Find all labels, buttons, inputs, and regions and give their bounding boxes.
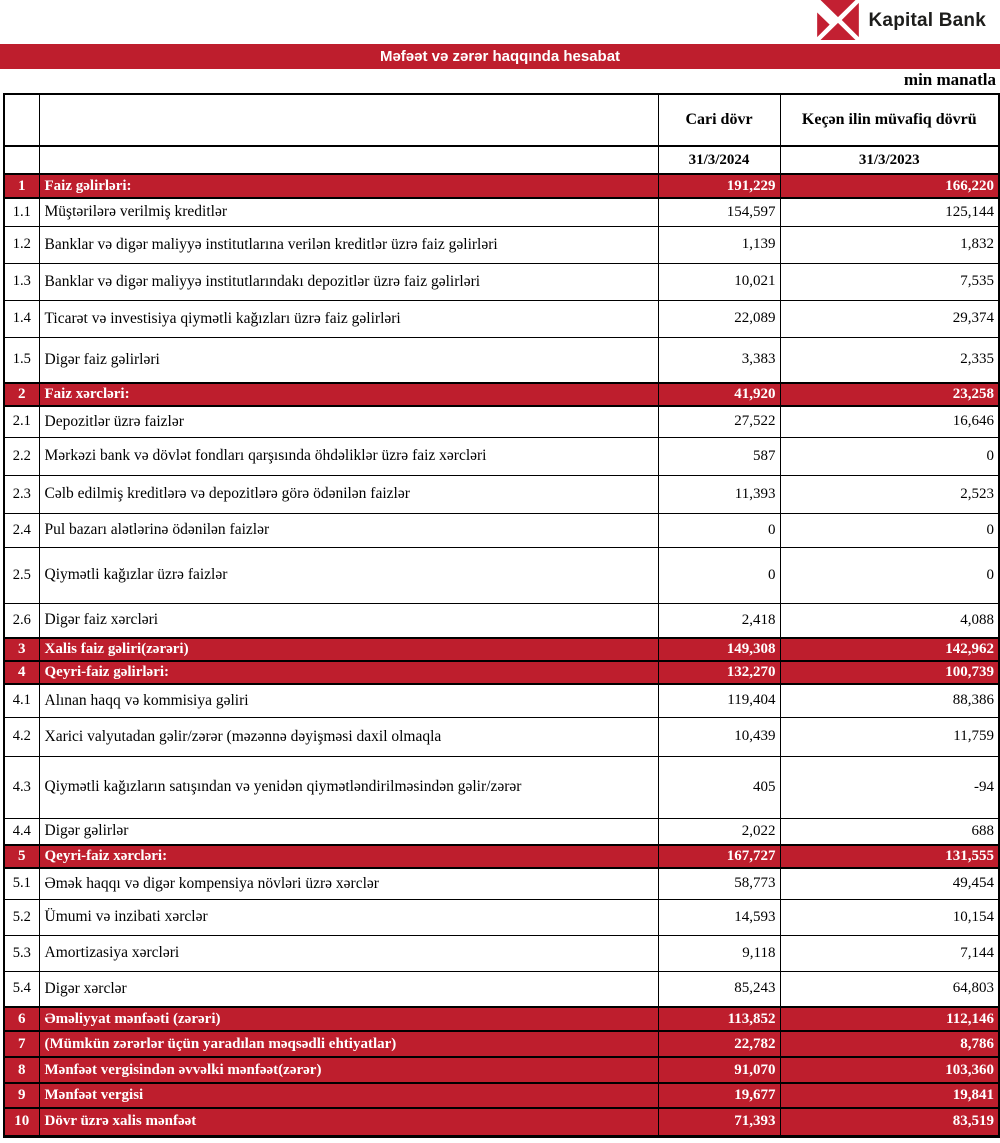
table-row [4,971,999,1007]
row-value-current: 58,773 [658,868,780,899]
row-value-previous: 19,841 [780,1083,999,1108]
row-label: Mənfəət vergisindən əvvəlki mənfəət(zərər) [39,1057,658,1083]
col-header-previous: Keçən ilin müvafiq dövrü [780,94,999,146]
table-row [4,603,999,638]
row-number: 1.5 [4,337,39,383]
row-value-current: 9,118 [658,935,780,971]
row-value-current: 1,139 [658,226,780,263]
row-value-previous: 0 [780,547,999,603]
table-row [4,337,999,383]
row-label: Pul bazarı alətlərinə ödənilən faizlər [39,513,658,547]
row-label: Digər faiz xərcləri [39,603,658,638]
table-row [4,406,999,437]
row-label: Digər gəlirlər [39,818,658,845]
row-value-previous: 166,220 [780,174,999,198]
row-number: 10 [4,1108,39,1136]
row-value-previous: 10,154 [780,899,999,935]
bank-logo-icon [817,0,859,40]
row-number: 4.4 [4,818,39,845]
row-label: (Mümkün zərərlər üçün yaradılan məqsədli ehtiyatlar) [39,1031,658,1057]
row-label: Banklar və digər maliyyə institutlarındakı depozitlər üzrə faiz gəlirləri [39,263,658,300]
row-value-previous: 64,803 [780,971,999,1007]
table-row [4,300,999,337]
table-row [4,868,999,899]
row-value-previous: 131,555 [780,845,999,868]
header-empty-no [4,94,39,146]
row-number: 4 [4,661,39,684]
table-row [4,756,999,818]
profit-loss-table [3,93,1000,1138]
table-row [4,263,999,300]
row-label: Əmək haqqı və digər kompensiya növləri üzrə xərclər [39,868,658,899]
row-label: Mənfəət vergisi [39,1083,658,1108]
bank-logo [817,0,987,42]
table-row [4,661,999,684]
row-value-current: 14,593 [658,899,780,935]
row-value-previous: -94 [780,756,999,818]
date-header-row [4,146,999,174]
table-row [4,1031,999,1057]
table-row [4,1108,999,1136]
col-header-current: Cari dövr [658,94,780,146]
row-number: 1.3 [4,263,39,300]
table-row [4,818,999,845]
report-title: Məfəət və zərər haqqında hesabat [379,48,621,65]
row-number: 2.6 [4,603,39,638]
row-number: 5.4 [4,971,39,1007]
table-row [4,475,999,513]
row-value-current: 119,404 [658,684,780,717]
row-value-previous: 4,088 [780,603,999,638]
row-label: Faiz gəlirləri: [39,174,658,198]
row-value-current: 27,522 [658,406,780,437]
row-number: 2 [4,383,39,406]
row-label: Amortizasiya xərcləri [39,935,658,971]
table-row [4,717,999,756]
date-header-current: 31/3/2024 [658,146,780,174]
row-value-current: 10,439 [658,717,780,756]
table-row [4,383,999,406]
row-number: 9 [4,1083,39,1108]
row-label: Digər xərclər [39,971,658,1007]
row-number: 2.3 [4,475,39,513]
table-row [4,1083,999,1108]
row-label: Dövr üzrə xalis mənfəət [39,1108,658,1136]
row-value-current: 149,308 [658,638,780,661]
table-row [4,226,999,263]
row-number: 1 [4,174,39,198]
row-label: Digər faiz gəlirləri [39,337,658,383]
row-value-previous: 125,144 [780,198,999,226]
row-number: 3 [4,638,39,661]
row-value-previous: 103,360 [780,1057,999,1083]
row-label: Müştərilərə verilmiş kreditlər [39,198,658,226]
row-label: Qiymətli kağızların satışından və yenidən qiymətləndirilməsindən gəlir/zərər [39,756,658,818]
row-number: 1.1 [4,198,39,226]
row-value-previous: 11,759 [780,717,999,756]
bank-name: Kapital Bank [868,10,986,31]
table-row [4,638,999,661]
row-value-current: 11,393 [658,475,780,513]
row-number: 1.2 [4,226,39,263]
row-number: 4.3 [4,756,39,818]
date-empty-label [39,146,658,174]
row-value-previous: 0 [780,513,999,547]
row-value-previous: 7,144 [780,935,999,971]
table-body [4,174,999,1136]
row-number: 2.4 [4,513,39,547]
row-value-previous: 23,258 [780,383,999,406]
row-label: Mərkəzi bank və dövlət fondları qarşısında öhdəliklər üzrə faiz xərcləri [39,437,658,475]
row-value-previous: 2,335 [780,337,999,383]
unit-note: min manatla [903,70,996,89]
row-value-current: 405 [658,756,780,818]
row-label: Cəlb edilmiş kreditlərə və depozitlərə görə ödənilən faizlər [39,475,658,513]
table-row [4,684,999,717]
table-row [4,174,999,198]
row-value-current: 2,022 [658,818,780,845]
report-title-bar [0,44,1000,69]
row-value-previous: 100,739 [780,661,999,684]
row-number: 5.3 [4,935,39,971]
row-value-current: 3,383 [658,337,780,383]
date-header-previous: 31/3/2023 [780,146,999,174]
row-number: 5.2 [4,899,39,935]
row-label: Qeyri-faiz gəlirləri: [39,661,658,684]
row-label: Alınan haqq və kommisiya gəliri [39,684,658,717]
row-value-current: 41,920 [658,383,780,406]
row-value-current: 22,782 [658,1031,780,1057]
date-empty-no [4,146,39,174]
row-number: 5 [4,845,39,868]
table-row [4,845,999,868]
row-label: Faiz xərcləri: [39,383,658,406]
row-value-previous: 1,832 [780,226,999,263]
row-value-current: 0 [658,513,780,547]
row-number: 1.4 [4,300,39,337]
table-row [4,437,999,475]
row-value-previous: 16,646 [780,406,999,437]
row-value-current: 71,393 [658,1108,780,1136]
row-value-previous: 142,962 [780,638,999,661]
table-row [4,198,999,226]
row-number: 8 [4,1057,39,1083]
row-value-current: 10,021 [658,263,780,300]
row-number: 4.1 [4,684,39,717]
row-number: 7 [4,1031,39,1057]
row-number: 4.2 [4,717,39,756]
row-number: 2.2 [4,437,39,475]
row-label: Xalis faiz gəliri(zərəri) [39,638,658,661]
row-value-previous: 112,146 [780,1007,999,1031]
row-value-previous: 29,374 [780,300,999,337]
row-label: Banklar və digər maliyyə institutlarına verilən kreditlər üzrə faiz gəlirləri [39,226,658,263]
row-label: Əməliyyat mənfəəti (zərəri) [39,1007,658,1031]
table-row [4,547,999,603]
row-value-previous: 0 [780,437,999,475]
row-value-previous: 49,454 [780,868,999,899]
row-label: Xarici valyutadan gəlir/zərər (məzənnə dəyişməsi daxil olmaqla [39,717,658,756]
row-label: Ticarət və investisiya qiymətli kağızları üzrə faiz gəlirləri [39,300,658,337]
column-header-row [4,94,999,146]
row-value-current: 132,270 [658,661,780,684]
row-label: Depozitlər üzrə faizlər [39,406,658,437]
row-value-previous: 7,535 [780,263,999,300]
row-value-previous: 2,523 [780,475,999,513]
row-number: 2.5 [4,547,39,603]
row-value-current: 587 [658,437,780,475]
row-value-current: 2,418 [658,603,780,638]
row-value-current: 85,243 [658,971,780,1007]
row-number: 6 [4,1007,39,1031]
row-value-current: 19,677 [658,1083,780,1108]
row-value-current: 113,852 [658,1007,780,1031]
table-row [4,935,999,971]
row-value-previous: 83,519 [780,1108,999,1136]
row-value-current: 191,229 [658,174,780,198]
header-empty-label [39,94,658,146]
row-number: 2.1 [4,406,39,437]
table-row [4,513,999,547]
row-label: Qeyri-faiz xərcləri: [39,845,658,868]
row-value-current: 0 [658,547,780,603]
row-value-previous: 88,386 [780,684,999,717]
row-value-previous: 8,786 [780,1031,999,1057]
row-label: Ümumi və inzibati xərclər [39,899,658,935]
row-value-current: 167,727 [658,845,780,868]
row-label: Qiymətli kağızlar üzrə faizlər [39,547,658,603]
table-row [4,899,999,935]
row-value-current: 91,070 [658,1057,780,1083]
table-row [4,1007,999,1031]
row-value-previous: 688 [780,818,999,845]
row-number: 5.1 [4,868,39,899]
row-value-current: 154,597 [658,198,780,226]
table-row [4,1057,999,1083]
row-value-current: 22,089 [658,300,780,337]
